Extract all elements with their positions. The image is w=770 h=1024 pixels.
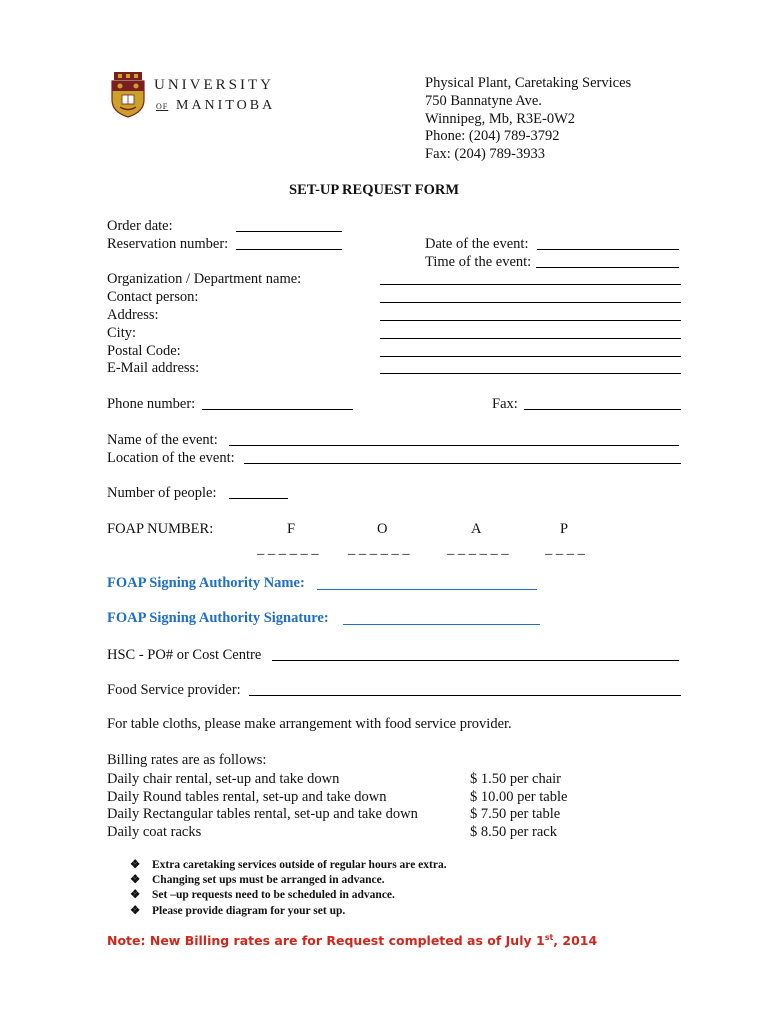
billing-item-rate: $ 7.50 per table [470, 806, 561, 822]
foap-a-label: A [471, 521, 482, 537]
address-label: Address: [107, 307, 159, 323]
hsc-po-field[interactable] [272, 660, 679, 661]
foap-f-label: F [287, 521, 296, 537]
address-line-3: Winnipeg, Mb, R3E-0W2 [425, 111, 576, 127]
table-cloth-note: For table cloths, please make arrangement with food service provider. [107, 716, 512, 732]
billing-item-label: Daily chair rental, set-up and take down [107, 771, 340, 787]
fax-field[interactable] [524, 409, 681, 410]
billing-note [107, 933, 597, 948]
crest-icon [110, 72, 146, 118]
event-location-label: Location of the event: [107, 450, 235, 466]
foap-p-label: P [560, 521, 569, 537]
address-phone: Phone: (204) 789-3792 [425, 128, 560, 144]
foap-number-label: FOAP NUMBER: [107, 521, 214, 537]
address-fax: Fax: (204) 789-3933 [425, 146, 546, 162]
order-date-label: Order date: [107, 218, 173, 234]
event-name-label: Name of the event: [107, 432, 218, 448]
event-name-field[interactable] [229, 445, 679, 446]
signing-authority-signature-field[interactable] [343, 624, 540, 625]
organization-field[interactable] [380, 284, 681, 285]
billing-item-rate: $ 10.00 per table [470, 789, 568, 805]
hsc-po-label: HSC - PO# or Cost Centre [107, 647, 262, 663]
email-field[interactable] [380, 373, 681, 374]
form-title: SET-UP REQUEST FORM [289, 182, 460, 198]
date-of-event-field[interactable] [537, 249, 679, 250]
time-of-event-field[interactable] [536, 267, 679, 268]
city-field[interactable] [380, 338, 681, 339]
foap-o-label: O [377, 521, 388, 537]
fax-label: Fax: [492, 396, 518, 412]
phone-field[interactable] [202, 409, 353, 410]
logo-university-text: UNIVERSITY [154, 77, 274, 93]
event-location-field[interactable] [244, 463, 681, 464]
bullet-item: Please provide diagram for your set up. [152, 905, 346, 917]
bullet-diamond-icon: ❖ [130, 859, 141, 871]
contact-person-label: Contact person: [107, 289, 199, 305]
billing-item-label: Daily Round tables rental, set-up and take down [107, 789, 387, 805]
note-suffix: , 2014 [553, 933, 598, 949]
billing-item-label: Daily Rectangular tables rental, set-up and take down [107, 806, 418, 822]
city-label: City: [107, 325, 137, 341]
note-prefix: Note: New Billing rates are for Request completed as of July 1 [107, 933, 545, 949]
signing-authority-name-label: FOAP Signing Authority Name: [107, 575, 305, 591]
food-service-field[interactable] [249, 695, 681, 696]
phone-label: Phone number: [107, 396, 196, 412]
bullet-diamond-icon: ❖ [130, 889, 141, 901]
contact-person-field[interactable] [380, 302, 681, 303]
billing-item-rate: $ 8.50 per rack [470, 824, 557, 840]
bullet-item: Changing set ups must be arranged in advance. [152, 874, 385, 886]
order-date-field[interactable] [236, 231, 342, 232]
billing-heading: Billing rates are as follows: [107, 752, 267, 768]
address-field[interactable] [380, 320, 681, 321]
reservation-number-label: Reservation number: [107, 236, 229, 252]
time-of-event-label: Time of the event: [425, 254, 532, 270]
foap-p-field[interactable]: _ _ _ _ [545, 541, 585, 557]
university-crest-logo [110, 72, 146, 118]
postal-code-field[interactable] [380, 356, 681, 357]
bullet-item: Set –up requests need to be scheduled in advance. [152, 889, 395, 901]
billing-item-rate: $ 1.50 per chair [470, 771, 561, 787]
number-of-people-field[interactable] [229, 498, 288, 499]
bullet-diamond-icon: ❖ [130, 905, 141, 917]
organization-label: Organization / Department name: [107, 271, 302, 287]
reservation-number-field[interactable] [236, 249, 342, 250]
logo-of-text: OF [156, 102, 169, 111]
food-service-label: Food Service provider: [107, 682, 241, 698]
bullet-item: Extra caretaking services outside of regular hours are extra. [152, 859, 447, 871]
address-line-1: Physical Plant, Caretaking Services [425, 75, 632, 91]
signing-authority-name-field[interactable] [317, 589, 537, 590]
foap-o-field[interactable]: _ _ _ _ _ _ [348, 541, 410, 557]
foap-a-field[interactable]: _ _ _ _ _ _ [447, 541, 509, 557]
address-line-2: 750 Bannatyne Ave. [425, 93, 542, 109]
signing-authority-signature-label: FOAP Signing Authority Signature: [107, 610, 329, 626]
note-sup: st [544, 933, 554, 942]
postal-code-label: Postal Code: [107, 343, 181, 359]
email-label: E-Mail address: [107, 360, 200, 376]
logo-manitoba-text: MANITOBA [176, 98, 276, 113]
date-of-event-label: Date of the event: [425, 236, 529, 252]
billing-item-label: Daily coat racks [107, 824, 202, 840]
number-of-people-label: Number of people: [107, 485, 217, 501]
foap-f-field[interactable]: _ _ _ _ _ _ [257, 541, 319, 557]
bullet-diamond-icon: ❖ [130, 874, 141, 886]
